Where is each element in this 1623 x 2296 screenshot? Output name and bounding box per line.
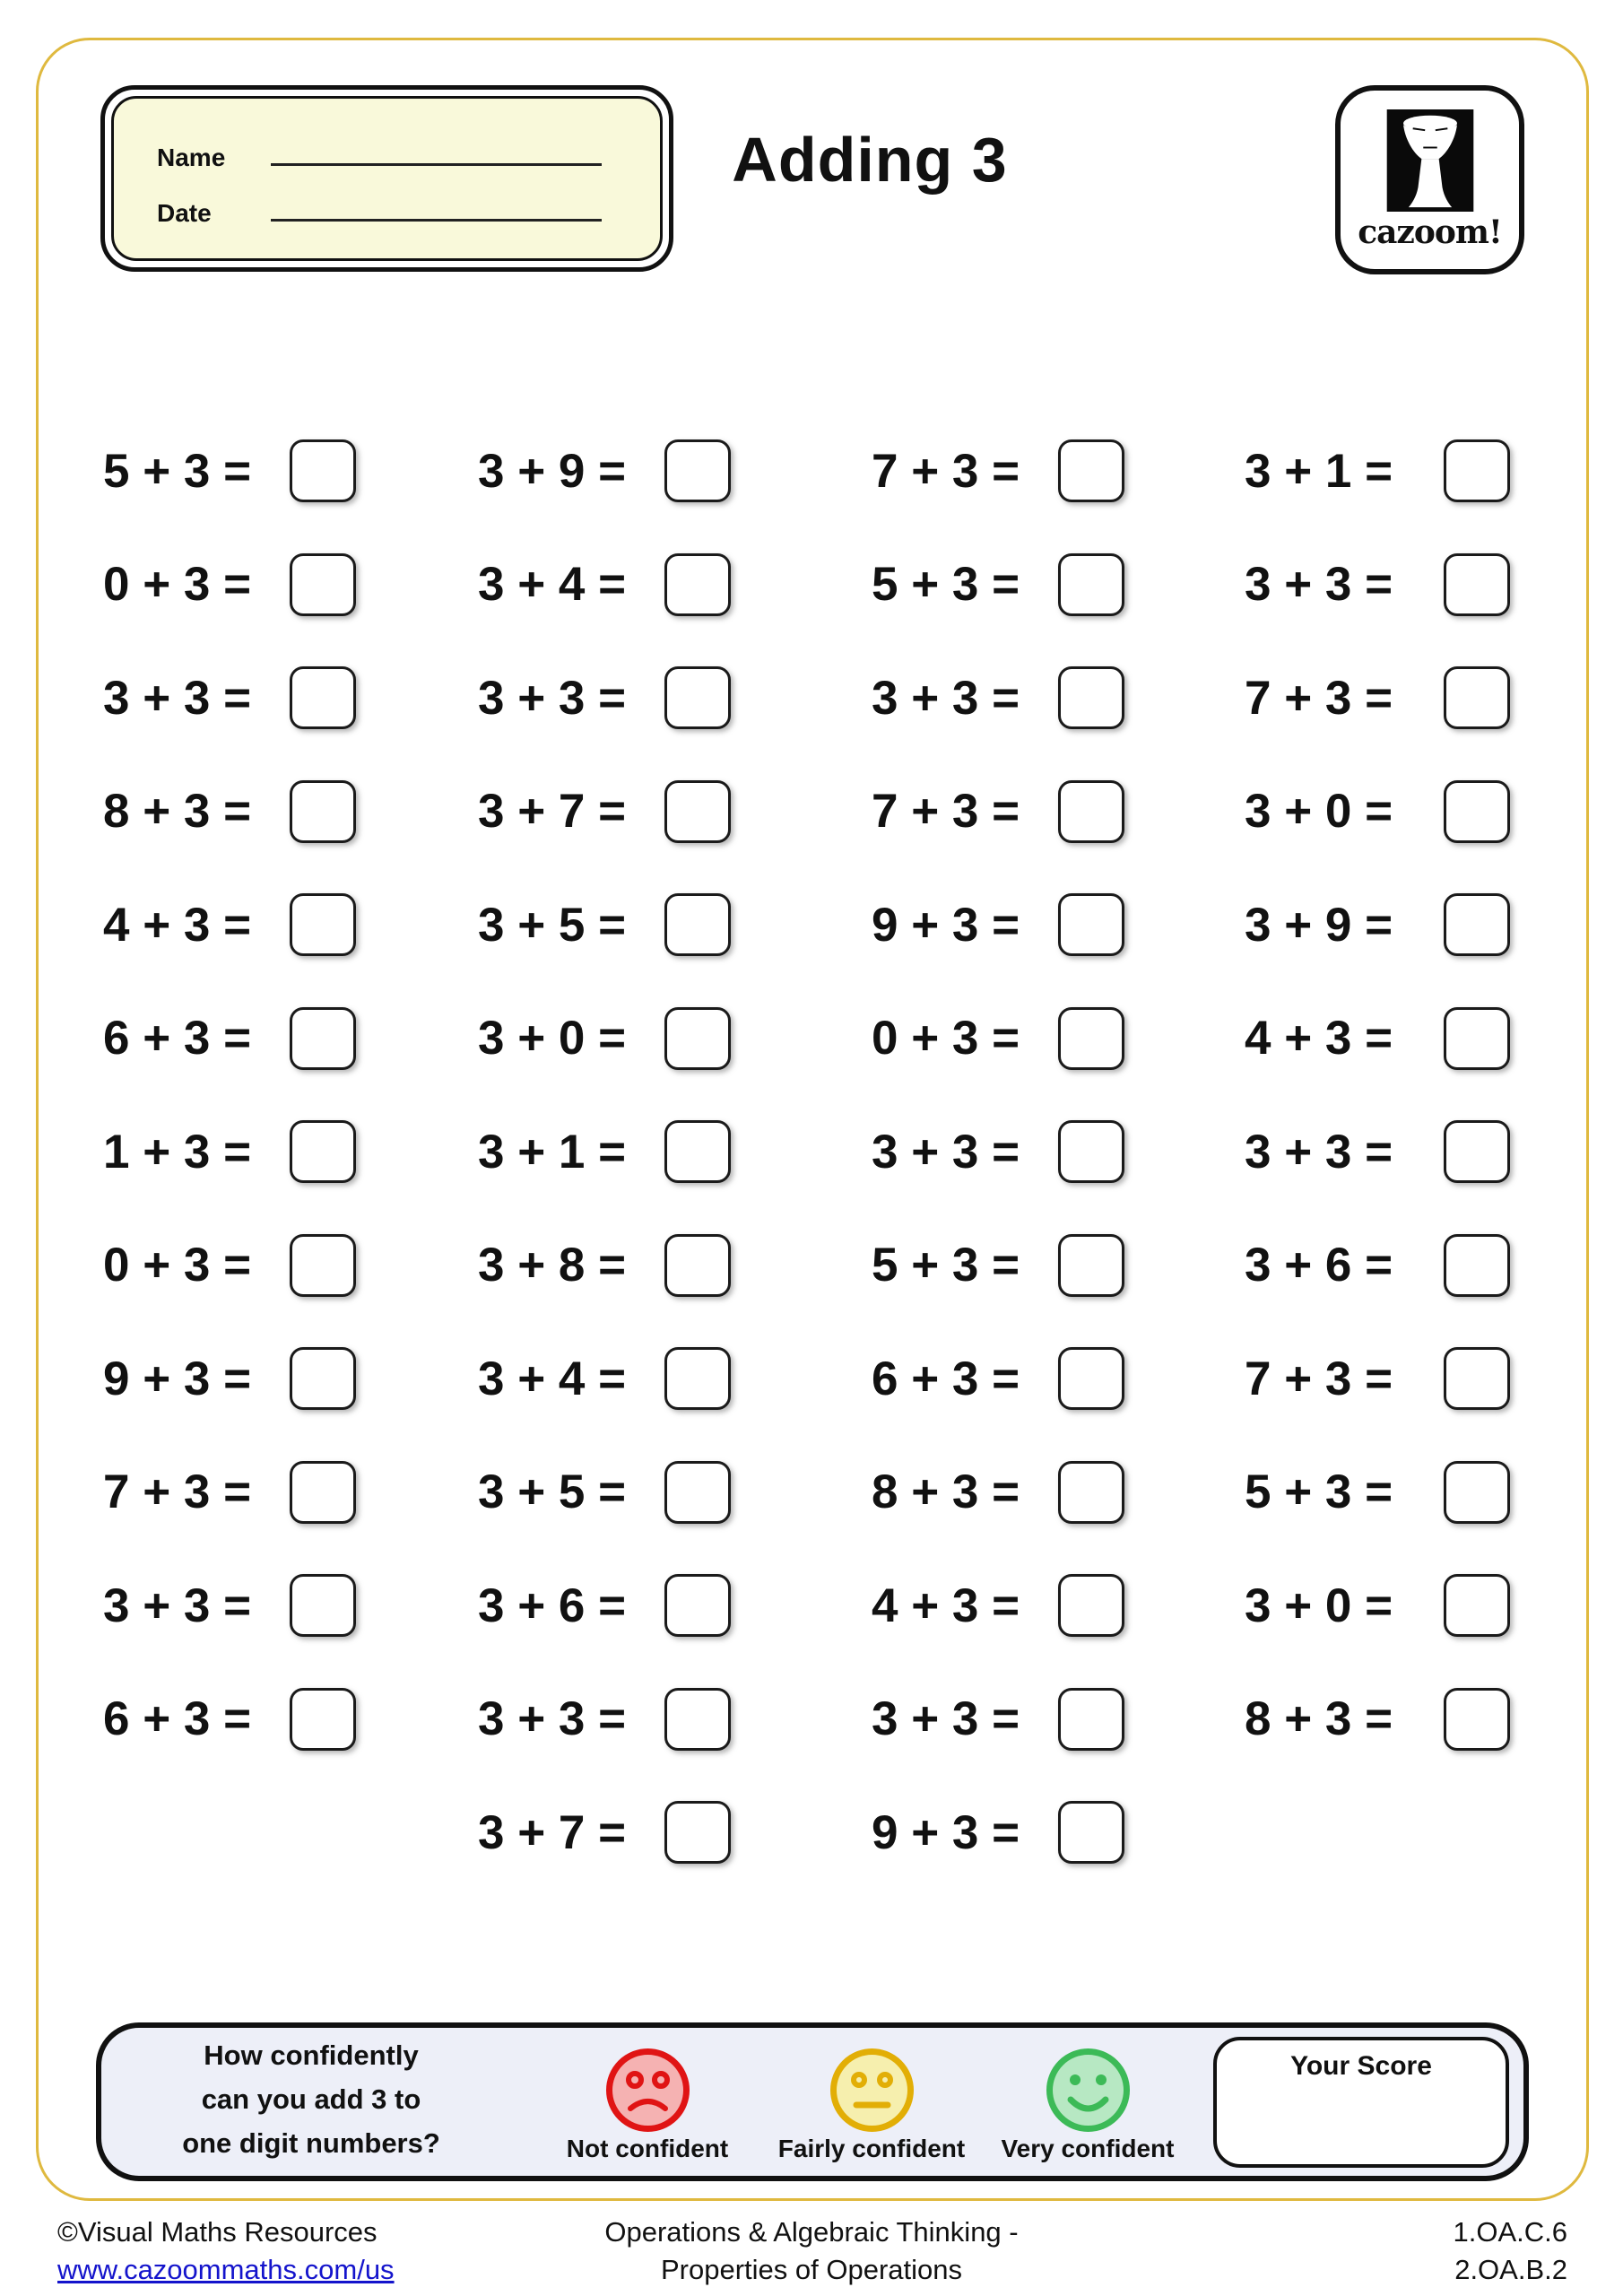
problem-row <box>478 982 864 1096</box>
problem-expression: 6 + 3 = <box>872 1352 1020 1405</box>
problem-expression: 0 + 3 = <box>103 558 252 612</box>
problem-expression: 5 + 3 = <box>1245 1465 1393 1519</box>
problem-row <box>103 1663 489 1777</box>
problem-expression: 3 + 3 = <box>103 1578 252 1632</box>
problem-expression: 3 + 6 = <box>1245 1239 1393 1292</box>
problem-expression: 1 + 3 = <box>103 1125 252 1178</box>
answer-box[interactable] <box>1058 1007 1124 1070</box>
answer-box[interactable] <box>664 666 731 729</box>
problem-row <box>1245 1095 1623 1209</box>
answer-box[interactable] <box>1444 1007 1510 1070</box>
answer-box[interactable] <box>664 780 731 843</box>
problem-expression: 3 + 1 = <box>478 1125 627 1178</box>
answer-box[interactable] <box>664 1688 731 1751</box>
problem-expression: 3 + 9 = <box>478 444 627 498</box>
footer-standard-description <box>542 2213 1081 2289</box>
problem-row <box>103 1549 489 1663</box>
answer-box[interactable] <box>664 553 731 616</box>
problem-row <box>103 1209 489 1323</box>
problem-expression: 3 + 3 = <box>103 671 252 725</box>
problem-expression: 3 + 9 = <box>1245 898 1393 952</box>
problem-row <box>478 641 864 755</box>
answer-box[interactable] <box>1058 666 1124 729</box>
problem-row <box>872 1776 1257 1890</box>
problem-expression: 3 + 1 = <box>1245 444 1393 498</box>
problem-row <box>1245 1663 1623 1777</box>
confidence-prompt-line: can you add 3 to <box>201 2083 421 2115</box>
problem-expression: 3 + 3 = <box>478 1692 627 1746</box>
problem-row <box>103 528 489 642</box>
your-score-label: Your Score <box>1290 2051 1432 2081</box>
answer-box[interactable] <box>1058 1120 1124 1183</box>
answer-box[interactable] <box>1058 553 1124 616</box>
problem-expression: 9 + 3 = <box>872 898 1020 952</box>
problem-row <box>478 755 864 869</box>
confidence-prompt-line: one digit numbers? <box>182 2127 440 2159</box>
answer-box[interactable] <box>1058 1688 1124 1751</box>
problem-expression: 3 + 0 = <box>1245 785 1393 839</box>
problem-row <box>872 868 1257 982</box>
cazoom-logo <box>1335 85 1524 274</box>
problem-expression: 6 + 3 = <box>103 1692 252 1746</box>
problems-column-3 <box>872 414 1257 1890</box>
problems-column-1 <box>103 414 489 1776</box>
problem-expression: 7 + 3 = <box>1245 671 1393 725</box>
problem-row <box>872 1322 1257 1436</box>
problem-expression: 3 + 3 = <box>478 671 627 725</box>
confidence-option-not-confident[interactable] <box>540 2028 755 2176</box>
standard-description-line: Properties of Operations <box>660 2254 962 2285</box>
answer-box[interactable] <box>1058 780 1124 843</box>
answer-box[interactable] <box>1444 1347 1510 1410</box>
problem-expression: 9 + 3 = <box>872 1805 1020 1859</box>
problem-row <box>478 414 864 528</box>
confidence-option-very-confident[interactable] <box>980 2028 1195 2176</box>
answer-box[interactable] <box>290 1461 356 1524</box>
problem-row <box>1245 1436 1623 1550</box>
problem-row <box>103 982 489 1096</box>
problem-expression: 7 + 3 = <box>872 785 1020 839</box>
problem-expression: 3 + 0 = <box>478 1012 627 1065</box>
answer-box[interactable] <box>1444 439 1510 502</box>
problem-expression: 9 + 3 = <box>103 1352 252 1405</box>
problem-row <box>1245 1322 1623 1436</box>
answer-box[interactable] <box>1058 1461 1124 1524</box>
answer-box[interactable] <box>1444 780 1510 843</box>
problem-row <box>478 1436 864 1550</box>
name-date-box-inner <box>111 96 663 261</box>
problem-row <box>872 755 1257 869</box>
answer-box[interactable] <box>1058 1574 1124 1637</box>
problem-row <box>103 414 489 528</box>
problem-expression: 5 + 3 = <box>872 558 1020 612</box>
problem-row <box>872 1549 1257 1663</box>
problem-expression: 6 + 3 = <box>103 1012 252 1065</box>
problem-row <box>478 868 864 982</box>
answer-box[interactable] <box>1444 1688 1510 1751</box>
problems-column-2 <box>478 414 864 1890</box>
problem-row <box>1245 641 1623 755</box>
confidence-option-label: Not confident <box>566 2135 729 2162</box>
problem-row <box>103 1095 489 1209</box>
your-score-box[interactable] <box>1213 2037 1509 2168</box>
answer-box[interactable] <box>664 1574 731 1637</box>
answer-box[interactable] <box>664 439 731 502</box>
cazoom-logo-text: cazoom! <box>1358 213 1502 251</box>
date-label: Date <box>157 199 212 227</box>
problem-row <box>872 414 1257 528</box>
answer-box[interactable] <box>290 553 356 616</box>
website-link[interactable]: www.cazoommaths.com/us <box>57 2254 395 2285</box>
sad-face-icon[interactable] <box>605 2048 690 2133</box>
problem-expression: 3 + 4 = <box>478 1352 627 1405</box>
problem-row <box>103 755 489 869</box>
problem-row <box>872 1436 1257 1550</box>
answer-box[interactable] <box>664 1007 731 1070</box>
problem-row <box>478 1776 864 1890</box>
date-field-row <box>157 187 611 228</box>
problem-expression: 5 + 3 = <box>103 444 252 498</box>
date-input-line[interactable] <box>271 187 602 222</box>
name-field-row <box>157 131 611 172</box>
problem-row <box>1245 1549 1623 1663</box>
answer-box[interactable] <box>1058 1234 1124 1297</box>
problems-column-4 <box>1245 414 1623 1776</box>
answer-box[interactable] <box>290 1688 356 1751</box>
problem-expression: 3 + 3 = <box>1245 1125 1393 1178</box>
answer-box[interactable] <box>290 1007 356 1070</box>
answer-box[interactable] <box>664 1461 731 1524</box>
answer-box[interactable] <box>1444 1120 1510 1183</box>
problem-expression: 3 + 5 = <box>478 1465 627 1519</box>
problem-row <box>103 1436 489 1550</box>
standard-code: 1.OA.C.6 <box>1453 2216 1567 2248</box>
problem-expression: 3 + 3 = <box>872 1125 1020 1178</box>
name-label: Name <box>157 144 226 171</box>
problem-row <box>1245 1209 1623 1323</box>
answer-box[interactable] <box>1444 1234 1510 1297</box>
answer-box[interactable] <box>290 1574 356 1637</box>
neutral-face-icon[interactable] <box>829 2048 915 2133</box>
problem-expression: 7 + 3 = <box>103 1465 252 1519</box>
problem-row <box>478 1322 864 1436</box>
answer-box[interactable] <box>664 1234 731 1297</box>
answer-box[interactable] <box>1444 1461 1510 1524</box>
problem-row <box>1245 528 1623 642</box>
problem-expression: 3 + 4 = <box>478 558 627 612</box>
problem-expression: 3 + 3 = <box>872 671 1020 725</box>
answer-box[interactable] <box>290 1234 356 1297</box>
name-input-line[interactable] <box>271 131 602 166</box>
problem-row <box>1245 414 1623 528</box>
answer-box[interactable] <box>290 780 356 843</box>
answer-box[interactable] <box>664 1347 731 1410</box>
problem-expression: 8 + 3 = <box>1245 1692 1393 1746</box>
problem-expression: 4 + 3 = <box>872 1578 1020 1632</box>
answer-box[interactable] <box>664 1120 731 1183</box>
problem-expression: 3 + 0 = <box>1245 1578 1393 1632</box>
answer-box[interactable] <box>290 439 356 502</box>
copyright-text: ©Visual Maths Resources <box>57 2216 378 2248</box>
problem-expression: 3 + 5 = <box>478 898 627 952</box>
happy-face-icon[interactable] <box>1046 2048 1131 2133</box>
name-date-box <box>100 85 673 272</box>
problem-row <box>478 1209 864 1323</box>
problem-row <box>103 641 489 755</box>
problem-row <box>478 1549 864 1663</box>
footer-copyright-block <box>57 2213 395 2289</box>
confidence-option-fairly-confident[interactable] <box>764 2028 979 2176</box>
confidence-option-label: Fairly confident <box>777 2135 966 2162</box>
answer-box[interactable] <box>290 1120 356 1183</box>
problem-row <box>1245 868 1623 982</box>
standard-description-line: Operations & Algebraic Thinking - <box>604 2216 1019 2248</box>
problem-row <box>478 528 864 642</box>
problem-expression: 8 + 3 = <box>872 1465 1020 1519</box>
answer-box[interactable] <box>664 1801 731 1864</box>
problem-row <box>1245 982 1623 1096</box>
answer-box[interactable] <box>1058 893 1124 956</box>
problem-expression: 8 + 3 = <box>103 785 252 839</box>
answer-box[interactable] <box>290 893 356 956</box>
problem-row <box>1245 755 1623 869</box>
answer-box[interactable] <box>1444 666 1510 729</box>
problem-expression: 4 + 3 = <box>1245 1012 1393 1065</box>
problem-row <box>872 1095 1257 1209</box>
problem-expression: 0 + 3 = <box>103 1239 252 1292</box>
answer-box[interactable] <box>1444 893 1510 956</box>
problem-row <box>478 1663 864 1777</box>
problem-row <box>103 868 489 982</box>
confidence-option-label: Very confident <box>1001 2135 1175 2162</box>
problem-row <box>103 1322 489 1436</box>
answer-box[interactable] <box>290 666 356 729</box>
answer-box[interactable] <box>1058 1347 1124 1410</box>
confidence-prompt-line: How confidently <box>204 2039 419 2071</box>
answer-box[interactable] <box>1058 1801 1124 1864</box>
problem-row <box>872 641 1257 755</box>
problem-row <box>872 982 1257 1096</box>
answer-box[interactable] <box>1444 553 1510 616</box>
problem-row <box>478 1095 864 1209</box>
problem-expression: 3 + 7 = <box>478 1805 627 1859</box>
problem-row <box>872 1209 1257 1323</box>
problem-expression: 0 + 3 = <box>872 1012 1020 1065</box>
problem-expression: 5 + 3 = <box>872 1239 1020 1292</box>
problem-expression: 3 + 6 = <box>478 1578 627 1632</box>
problem-expression: 3 + 7 = <box>478 785 627 839</box>
footer-standard-codes <box>1454 2213 1568 2289</box>
standard-code: 2.OA.B.2 <box>1454 2254 1567 2285</box>
confidence-bar <box>96 2022 1529 2181</box>
problem-row <box>872 528 1257 642</box>
problem-expression: 3 + 3 = <box>872 1692 1020 1746</box>
problem-row <box>872 1663 1257 1777</box>
confidence-prompt <box>114 2033 508 2165</box>
answer-box[interactable] <box>1444 1574 1510 1637</box>
problem-expression: 4 + 3 = <box>103 898 252 952</box>
problem-expression: 3 + 3 = <box>1245 558 1393 612</box>
answer-box[interactable] <box>1058 439 1124 502</box>
page-title: Adding 3 <box>732 125 1008 195</box>
problem-expression: 7 + 3 = <box>1245 1352 1393 1405</box>
problem-expression: 7 + 3 = <box>872 444 1020 498</box>
problem-expression: 3 + 8 = <box>478 1239 627 1292</box>
answer-box[interactable] <box>664 893 731 956</box>
answer-box[interactable] <box>290 1347 356 1410</box>
djembe-drum-icon <box>1386 109 1474 212</box>
